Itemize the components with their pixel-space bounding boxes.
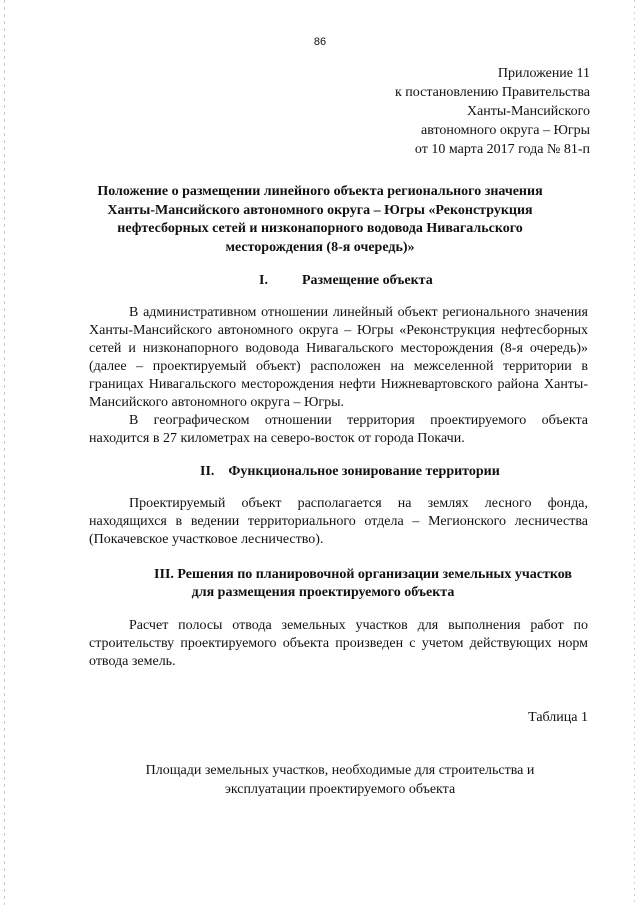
section-title-line: Решения по планировочной организации земельных участков bbox=[177, 567, 572, 582]
appendix-line: к постановлению Правительства bbox=[394, 85, 590, 100]
scan-edge-left bbox=[4, 0, 5, 905]
table-title-line: эксплуатации проектируемого объекта bbox=[224, 782, 456, 797]
section-title-line: для размещения проектируемого объекта bbox=[191, 585, 455, 600]
section-heading-1 bbox=[259, 272, 433, 290]
section-heading-3 bbox=[0, 566, 640, 602]
scan-edge-right bbox=[634, 0, 635, 905]
table-title-line: Площади земельных участков, необходимые для строительства и bbox=[145, 763, 535, 778]
document-title: Положение о размещении линейного объекта регионального значения Ханты-Мансийского автономного округа – Югры «Реконструкция нефтесборных сетей и низконапорного водовода Нивагальского месторождения (8-я очередь)» bbox=[97, 184, 543, 255]
appendix-block bbox=[395, 64, 590, 159]
appendix-line: Приложение 11 bbox=[497, 66, 590, 81]
paragraph: В административном отношении линейный объект регионального значения Ханты-Мансийского автономного округа – Югры «Реконструкция нефтесборных сетей и низконапорного водовода Нивагальского месторождения (8-я очередь)» (далее – проектируемый объект) расположен на межселенной территории в границах Нивагальского месторождения нефти Нижневартовского района Ханты-Мансийского автономного округа – Югры. bbox=[89, 305, 588, 410]
section-heading-2 bbox=[200, 463, 500, 481]
section-title: Функциональное зонирование территории bbox=[228, 464, 500, 479]
appendix-line: от 10 марта 2017 года № 81-п bbox=[414, 142, 590, 157]
section-number: III. bbox=[154, 567, 174, 582]
paragraph: Проектируемый объект располагается на землях лесного фонда, находящихся в ведении территориального отдела – Мегионского лесничества (Покачевское участковое лесничество). bbox=[89, 496, 588, 547]
table-label: Таблица 1 bbox=[528, 710, 588, 725]
paragraph: Расчет полосы отвода земельных участков для выполнения работ по строительству проектируемого объекта произведен с учетом действующих норм отвода земель. bbox=[89, 618, 588, 669]
paragraph: В географическом отношении территория проектируемого объекта находится в 27 километрах на северо-восток от города Покачи. bbox=[89, 413, 588, 446]
page-number: 86 bbox=[313, 36, 327, 48]
appendix-line: автономного округа – Югры bbox=[421, 123, 590, 138]
appendix-line: Ханты-Мансийского bbox=[466, 104, 590, 119]
section-title: Размещение объекта bbox=[301, 273, 433, 288]
section-number: I. bbox=[259, 273, 268, 288]
table-title bbox=[100, 761, 580, 799]
section-number: II. bbox=[200, 464, 215, 479]
